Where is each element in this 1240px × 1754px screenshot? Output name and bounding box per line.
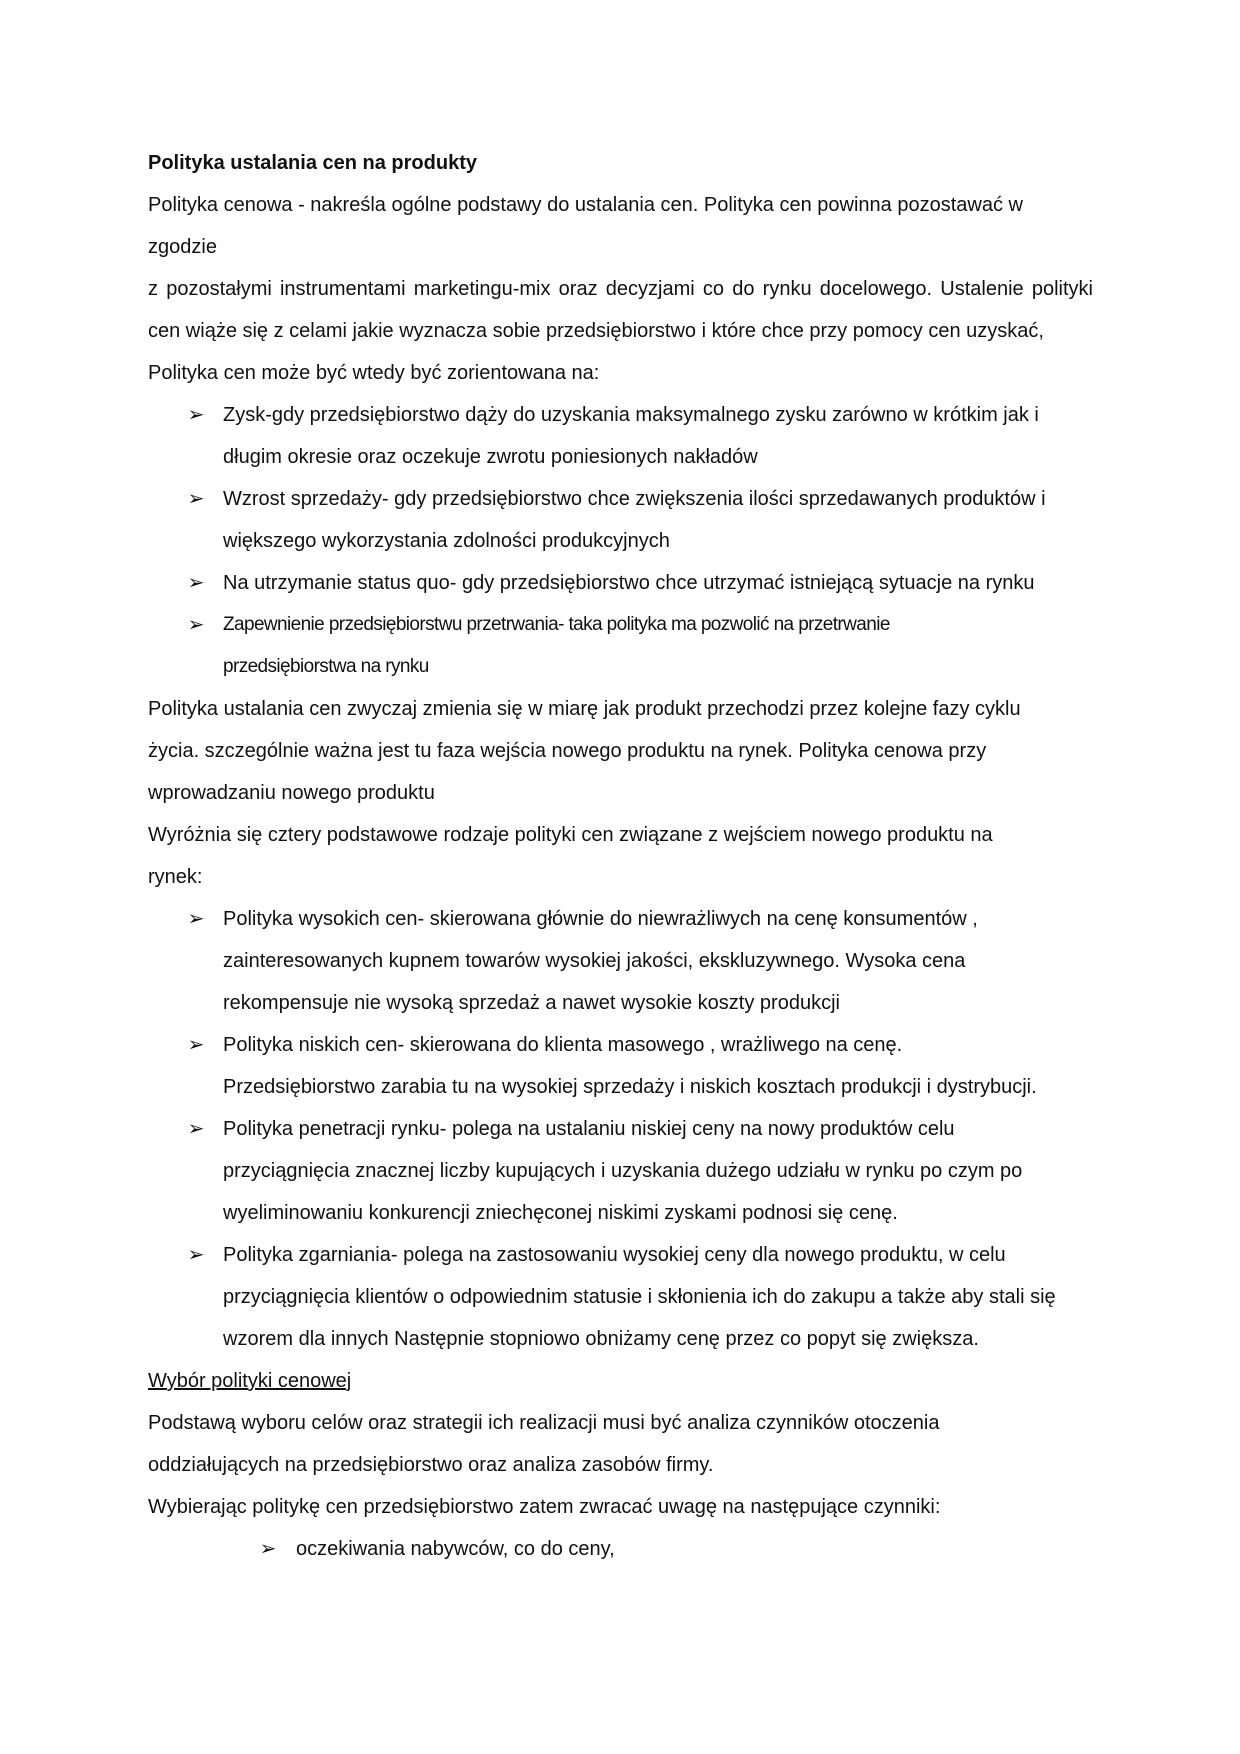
list-item xyxy=(148,604,1093,688)
list-item-text: Na utrzymanie status quo- gdy przedsiębiorstwo chce utrzymać istniejącą sytuacje na rynku xyxy=(223,572,1035,594)
arrow-bullet-icon: ➢ xyxy=(187,488,205,510)
intro-paragraph-2: z pozostałymi instrumentami marketingu-mix oraz decyzjami co do rynku docelowego. Ustalenie polityki cen wiąże się z celami jakie wyznacza sobie przedsiębiorstwo i które chce przy pomocy cen uzyskać, xyxy=(148,278,1093,342)
arrow-bullet-icon: ➢ xyxy=(187,1034,205,1056)
list-item xyxy=(148,898,1093,1024)
closing-paragraph-1: Podstawą wyboru celów oraz strategii ich realizacji musi być analiza czynników otoczenia oddziałujących na przedsiębiorstwo oraz analiza zasobów firmy. xyxy=(148,1412,940,1476)
list-item-text: Zapewnienie przedsiębiorstwu przetrwania- taka polityka ma pozwolić na przetrwanie przedsiębiorstwa na rynku xyxy=(223,614,890,677)
list-item-text: oczekiwania nabywców, co do ceny, xyxy=(296,1538,615,1560)
list-item-text: Polityka niskich cen- skierowana do klienta masowego , wrażliwego na cenę. Przedsiębiorstwo zarabia tu na wysokiej sprzedaży i niskich kosztach produkcji i dystrybucji. xyxy=(223,1034,1037,1098)
list-item xyxy=(148,394,1093,478)
list-item xyxy=(148,478,1093,562)
section-heading: Wybór polityki cenowej xyxy=(148,1370,352,1392)
list-item-text: Polityka zgarniania- polega na zastosowaniu wysokiej ceny dla nowego produktu, w celu przyciągnięcia klientów o odpowiednim statusie i skłonienia ich do zakupu a także aby stali się wzorem dla innych Następnie stopniowo obniżamy cenę przez co popyt się zwiększa. xyxy=(223,1244,1056,1350)
list-item xyxy=(148,1108,1093,1234)
list-item xyxy=(148,1234,1093,1360)
list-item-text: Polityka penetracji rynku- polega na ustalaniu niskiej ceny na nowy produktów celu przyciągnięcia znacznej liczby kupujących i uzyskania dużego udziału w rynku po czym po wyeliminowaniu konkurencji zniechęconej niskimi zyskami podnosi się cenę. xyxy=(223,1118,1023,1224)
arrow-bullet-icon: ➢ xyxy=(187,572,205,594)
list-item xyxy=(148,1024,1093,1108)
intro-paragraph-3: Polityka cen może być wtedy być zorientowana na: xyxy=(148,362,600,384)
list-item-text: Polityka wysokich cen- skierowana głównie do niewrażliwych na cenę konsumentów , zainteresowanych kupnem towarów wysokiej jakości, ekskluzywnego. Wysoka cena rekompensuje nie wysoką sprzedaż a nawet wysokie koszty produkcji xyxy=(223,908,978,1014)
arrow-bullet-icon: ➢ xyxy=(187,614,205,636)
arrow-bullet-icon: ➢ xyxy=(187,908,205,930)
list-item-text: Wzrost sprzedaży- gdy przedsiębiorstwo chce zwiększenia ilości sprzedawanych produktów i większego wykorzystania zdolności produkcyjnych xyxy=(223,488,1046,552)
document-title: Polityka ustalania cen na produkty xyxy=(148,152,477,174)
intro-paragraph-1: Polityka cenowa - nakreśla ogólne podstawy do ustalania cen. Polityka cen powinna pozostawać w zgodzie xyxy=(148,194,1023,258)
closing-paragraph-2: Wybierając politykę cen przedsiębiorstwo zatem zwracać uwagę na następujące czynniki: xyxy=(148,1496,941,1518)
list-item-text: Zysk-gdy przedsiębiorstwo dąży do uzyskania maksymalnego zysku zarówno w krótkim jak i długim okresie oraz oczekuje zwrotu poniesionych nakładów xyxy=(223,404,1039,468)
list-item xyxy=(148,562,1093,604)
arrow-bullet-icon: ➢ xyxy=(187,1244,205,1266)
document-page xyxy=(148,142,1093,1570)
orientation-list xyxy=(148,394,1093,688)
arrow-bullet-icon: ➢ xyxy=(187,1118,205,1140)
arrow-bullet-icon: ➢ xyxy=(259,1538,277,1560)
factor-list xyxy=(148,1528,1093,1570)
policy-list xyxy=(148,898,1093,1360)
list-item xyxy=(148,1528,1093,1570)
middle-paragraph-2: Wyróżnia się cztery podstawowe rodzaje polityki cen związane z wejściem nowego produktu na rynek: xyxy=(148,824,993,888)
middle-paragraph-1: Polityka ustalania cen zwyczaj zmienia się w miarę jak produkt przechodzi przez kolejne fazy cyklu życia. szczególnie ważna jest tu faza wejścia nowego produktu na rynek. Polityka cenowa przy wprowadzaniu nowego produktu xyxy=(148,698,1021,804)
arrow-bullet-icon: ➢ xyxy=(187,404,205,426)
